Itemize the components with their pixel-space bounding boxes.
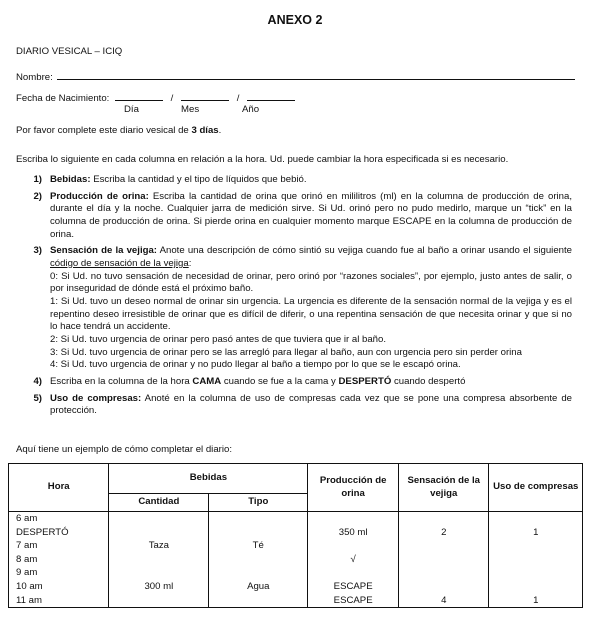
table-cell — [112, 594, 205, 608]
table-cell — [402, 539, 486, 553]
item-keyword: DESPERTÓ — [338, 375, 392, 387]
sensation-code-0: 0: Si Ud. no tuvo sensación de necesidad de orinar, pero orinó por “razones sociales”, por ejemplo, justo antes de salir, o por inseguridad de dónde está el próximo baño. — [50, 270, 572, 295]
header-bebidas: Bebidas — [109, 464, 308, 494]
item-text: Escriba en la columna de la hora — [50, 375, 193, 387]
intro-text: Escriba lo siguiente en cada columna en relación a la hora. Ud. puede cambiar la hora especificada si es necesario. — [16, 154, 509, 165]
list-item — [16, 191, 572, 242]
header-sensacion: Sensación de la vejiga — [398, 464, 489, 512]
dob-day-field[interactable] — [115, 90, 163, 101]
item-text: Escriba la cantidad de orina que orinó en mililitros (ml) en la columna de producción de orina, durante el día y la noche. Cualquier jarra de medición sirve. Si Ud. orinó pero no pudo medirlo, marque un “tick” en la columna de producción de orina. Si pierde orina en cualquier momento marque ESCAPE en la columna de producción de orina. — [50, 190, 572, 240]
table-cell — [212, 594, 304, 608]
item-number: 1) — [33, 174, 42, 185]
dob-year-label: Año — [242, 104, 260, 115]
table-cell — [112, 566, 205, 580]
item-number: 4) — [33, 375, 42, 387]
table-cell: ESCAPE — [333, 594, 373, 606]
table-cell — [492, 512, 579, 526]
table-cell — [112, 553, 205, 567]
header-hora: Hora — [9, 464, 109, 512]
item-text: cuando despertó — [391, 375, 466, 387]
header-tipo: Tipo — [209, 494, 308, 512]
instruction-period: . — [218, 125, 222, 136]
instruction-days: 3 días — [191, 125, 219, 136]
table-cell — [311, 566, 395, 580]
item-heading: Producción de orina: — [50, 190, 149, 202]
item-text: cuando se fue a la cama y — [221, 375, 339, 387]
item-text: : — [188, 257, 192, 269]
item-text: Anote una descripción de cómo sintió su vejiga cuando fue al baño a orinar usando el siguiente — [157, 245, 572, 257]
code-link-text: código de sensación de la vejiga — [50, 257, 189, 269]
table-cell: 10 am — [16, 580, 43, 592]
sensation-code-1: 1: Si Ud. tuvo un deseo normal de orinar sin urgencia. La urgencia es diferente de la sensación normal de la vejiga y es el repentino deseo irresistible de orinar que es difícil de diferir, o una repentina sensación de que necesita orinar y que si no lo hace tendrá un accidente. — [50, 295, 572, 333]
table-cell: ESCAPE — [333, 580, 373, 592]
table-cell: Taza — [148, 540, 169, 552]
table-cell — [402, 580, 486, 594]
item-heading: Sensación de la vejiga: — [50, 245, 157, 257]
table-cell: 300 ml — [144, 580, 174, 592]
list-item — [16, 174, 572, 187]
dob-separator: / — [236, 93, 240, 104]
instruction-line — [16, 125, 221, 138]
dob-year-field[interactable] — [247, 90, 295, 101]
table-cell — [212, 526, 304, 540]
item-number: 5) — [33, 392, 42, 404]
dob-label: Fecha de Nacimiento: — [16, 93, 110, 104]
table-cell — [492, 566, 579, 580]
list-item — [16, 245, 572, 372]
list-item — [16, 393, 572, 418]
item-heading: Bebidas: — [50, 174, 91, 185]
table-cell: 6 am — [16, 513, 38, 524]
header-compresas: Uso de compresas — [489, 464, 583, 512]
item-number: 3) — [33, 245, 42, 257]
table-cell — [112, 526, 205, 540]
table-cell: 2 — [441, 526, 447, 538]
sensation-code-3: 3: Si Ud. tuvo urgencia de orinar pero se las arregló para llegar al baño, aun con urgencia pero sin perder orina — [50, 346, 522, 358]
tipo-column — [209, 512, 308, 608]
name-field[interactable] — [57, 69, 575, 80]
hora-column — [9, 512, 109, 608]
table-cell — [402, 553, 486, 567]
table-cell — [212, 553, 304, 567]
table-cell — [212, 512, 304, 526]
table-cell — [402, 566, 486, 580]
example-table — [8, 463, 583, 608]
table-cell: 11 am — [16, 594, 42, 606]
diary-label: DIARIO VESICAL – ICIQ — [16, 46, 123, 57]
produccion-column — [308, 512, 399, 608]
item-heading: Uso de compresas: — [50, 392, 142, 404]
instruction-text: Por favor complete este diario vesical de — [16, 125, 192, 136]
item-text: Escriba la cantidad y el tipo de líquidos que bebió. — [90, 174, 307, 185]
table-cell: 1 — [533, 594, 539, 606]
table-cell: Té — [252, 540, 264, 552]
name-row — [16, 69, 575, 85]
table-cell: DESPERTÓ — [16, 526, 69, 538]
instructions-list — [16, 174, 572, 422]
table-cell — [492, 553, 579, 567]
table-cell — [492, 580, 579, 594]
table-cell — [402, 512, 486, 526]
table-cell — [112, 512, 205, 526]
compresas-column — [489, 512, 583, 608]
name-label: Nombre: — [16, 72, 53, 83]
sensacion-column — [398, 512, 489, 608]
dob-sublabels — [0, 104, 590, 116]
dob-month-label: Mes — [181, 104, 200, 115]
example-intro: Aquí tiene un ejemplo de cómo completar el diario: — [16, 444, 232, 455]
page-title: ANEXO 2 — [267, 13, 323, 27]
table-cell — [311, 539, 395, 553]
table-cell: 9 am — [16, 567, 38, 579]
cantidad-column — [109, 512, 209, 608]
dob-day-label: Día — [124, 104, 139, 115]
list-item — [16, 376, 572, 389]
table-cell — [311, 512, 395, 526]
table-cell: 7 am — [16, 540, 38, 552]
table-row — [9, 512, 583, 608]
item-keyword: CAMA — [192, 375, 222, 387]
table-cell — [492, 539, 579, 553]
table-cell: 350 ml — [338, 526, 368, 538]
item-number: 2) — [33, 190, 42, 202]
dob-separator: / — [170, 93, 174, 104]
header-produccion: Producción de orina — [308, 464, 399, 512]
table-cell: 8 am — [16, 553, 38, 565]
dob-month-field[interactable] — [181, 90, 229, 101]
header-cantidad: Cantidad — [109, 494, 209, 512]
sensation-code-2: 2: Si Ud. tuvo urgencia de orinar pero pasó antes de que tuviera que ir al baño. — [50, 333, 386, 345]
table-cell — [212, 566, 304, 580]
table-cell: √ — [350, 553, 356, 565]
table-cell: 1 — [533, 526, 539, 538]
table-cell: Agua — [247, 580, 270, 592]
table-cell: 4 — [441, 594, 447, 606]
item-text: Anoté en la columna de uso de compresas cada vez que se pone una compresa absorbente de protección. — [50, 392, 572, 417]
sensation-code-4: 4: Si Ud. tuvo urgencia de orinar y no pudo llegar al baño a tiempo por lo que se le escapó orina. — [50, 359, 461, 371]
